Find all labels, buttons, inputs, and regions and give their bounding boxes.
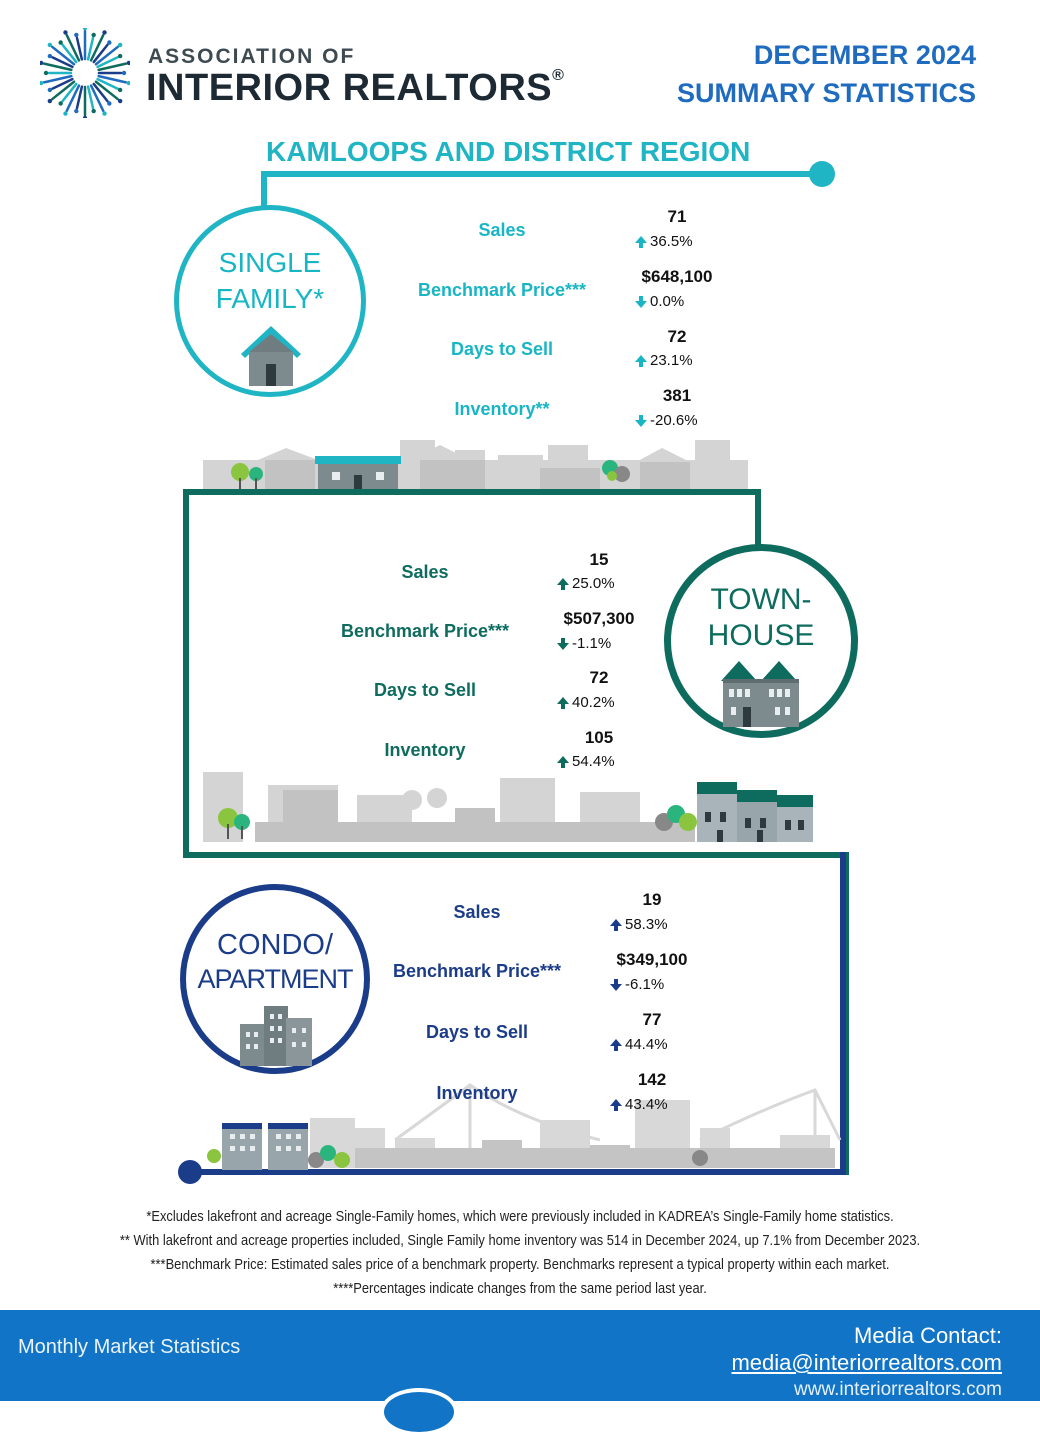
arrow-up-icon: [634, 235, 648, 249]
sf-house-building: [315, 456, 401, 492]
th-benchmark-label: Benchmark Price***: [340, 621, 510, 641]
footnote-1: *Excludes lakefront and acreage Single-Family homes, which were previously included in KADREA’s Single-Family home statistics.: [146, 1208, 894, 1225]
th-days-change: 40.2%: [556, 694, 615, 711]
arrow-up-icon: [609, 918, 623, 932]
report-date: DECEMBER 2024: [753, 40, 976, 70]
condo-inventory-change: 43.4%: [609, 1096, 668, 1113]
single-family-badge: [174, 205, 366, 397]
condo-sales-label: Sales: [453, 902, 501, 922]
region-title: KAMLOOPS AND DISTRICT REGION: [266, 136, 751, 167]
arrow-down-icon: [634, 295, 648, 309]
condo-connector-dot: [178, 1160, 202, 1184]
media-contact-label: Media Contact:: [854, 1323, 1002, 1348]
condo-benchmark-change: -6.1%: [609, 976, 664, 993]
th-benchmark-value: $507,300: [563, 609, 635, 628]
house-icon: [237, 322, 305, 386]
footer-decorative-circle: [380, 1388, 458, 1436]
arrow-down-icon: [634, 414, 648, 428]
th-inventory-label: Inventory: [384, 740, 466, 760]
report-subtitle: SUMMARY STATISTICS: [676, 78, 976, 108]
logo-realtors-text: INTERIOR REALTORS®: [146, 67, 565, 109]
th-sales-value: 15: [589, 550, 609, 569]
registered-mark: ®: [552, 67, 565, 84]
sf-days-value: 72: [667, 327, 687, 346]
sf-days-label: Days to Sell: [450, 339, 554, 359]
sf-title-line2: FAMILY*: [215, 283, 325, 314]
sf-days-change: 23.1%: [634, 352, 693, 369]
th-benchmark-change: -1.1%: [556, 635, 611, 652]
arrow-up-icon: [634, 354, 648, 368]
condo-buildings: [222, 1123, 308, 1170]
th-days-value: 72: [589, 668, 609, 687]
footnote-4: ****Percentages indicate changes from the same period last year.: [333, 1280, 707, 1297]
arrow-down-icon: [556, 637, 570, 651]
sf-inventory-value: 381: [662, 386, 692, 405]
sf-benchmark-change: 0.0%: [634, 293, 684, 310]
th-title-line2: HOUSE: [707, 619, 815, 652]
condo-days-label: Days to Sell: [425, 1022, 529, 1042]
th-days-label: Days to Sell: [373, 680, 477, 700]
th-inventory-value: 105: [584, 728, 614, 747]
th-title-line1: TOWN-: [710, 583, 812, 616]
sf-sales-change: 36.5%: [634, 233, 693, 250]
arrow-up-icon: [556, 577, 570, 591]
sf-inventory-change: -20.6%: [634, 412, 698, 429]
condo-days-change: 44.4%: [609, 1036, 668, 1053]
arrow-up-icon: [609, 1098, 623, 1112]
footnote-3: ***Benchmark Price: Estimated sales price of a benchmark property. Benchmarks represent a typical property within each market.: [150, 1256, 890, 1273]
condo-inventory-value: 142: [637, 1070, 667, 1089]
footer-contact: [731, 1322, 1002, 1403]
th-frame: [186, 492, 758, 568]
footnote-2: ** With lakefront and acreage properties included, Single Family home inventory was 514 in December 2024, up 7.1% from December 2023.: [119, 1232, 921, 1249]
arrow-down-icon: [609, 978, 623, 992]
footer-bar: [0, 1310, 1040, 1401]
condo-title-line1: CONDO/: [217, 929, 333, 961]
website-link[interactable]: www.interiorrealtors.com: [794, 1379, 1002, 1400]
condo-benchmark-label: Benchmark Price***: [392, 961, 562, 981]
sf-benchmark-label: Benchmark Price***: [417, 280, 587, 300]
footnotes: [0, 1205, 1040, 1301]
arrow-up-icon: [556, 755, 570, 769]
condo-badge: [180, 884, 370, 1074]
townhouse-badge: [664, 544, 858, 738]
apartment-icon: [238, 1002, 314, 1066]
th-inventory-change: 54.4%: [556, 753, 615, 770]
footer-monthly-label: Monthly Market Statistics: [18, 1336, 241, 1358]
condo-days-value: 77: [642, 1010, 662, 1029]
sf-connector-dot: [809, 161, 835, 187]
condo-sales-value: 19: [642, 890, 662, 909]
condo-title-line2: APARTMENT: [197, 964, 353, 994]
arrow-up-icon: [609, 1038, 623, 1052]
sf-inventory-label: Inventory**: [454, 399, 550, 419]
arrow-up-icon: [556, 696, 570, 710]
media-email-link[interactable]: media@interiorrealtors.com: [731, 1350, 1002, 1375]
sf-sales-label: Sales: [478, 220, 526, 240]
th-sales-label: Sales: [401, 562, 449, 582]
th-sales-change: 25.0%: [556, 575, 615, 592]
th-row-buildings: [697, 782, 813, 842]
townhouse-icon: [719, 655, 803, 727]
condo-benchmark-value: $349,100: [616, 950, 688, 969]
condo-sales-change: 58.3%: [609, 916, 668, 933]
sf-title-line1: SINGLE: [218, 247, 322, 278]
condo-inventory-label: Inventory: [436, 1083, 518, 1103]
sf-benchmark-value: $648,100: [641, 267, 713, 286]
logo-association-text: ASSOCIATION OF: [148, 45, 356, 68]
sf-sales-value: 71: [667, 207, 687, 226]
